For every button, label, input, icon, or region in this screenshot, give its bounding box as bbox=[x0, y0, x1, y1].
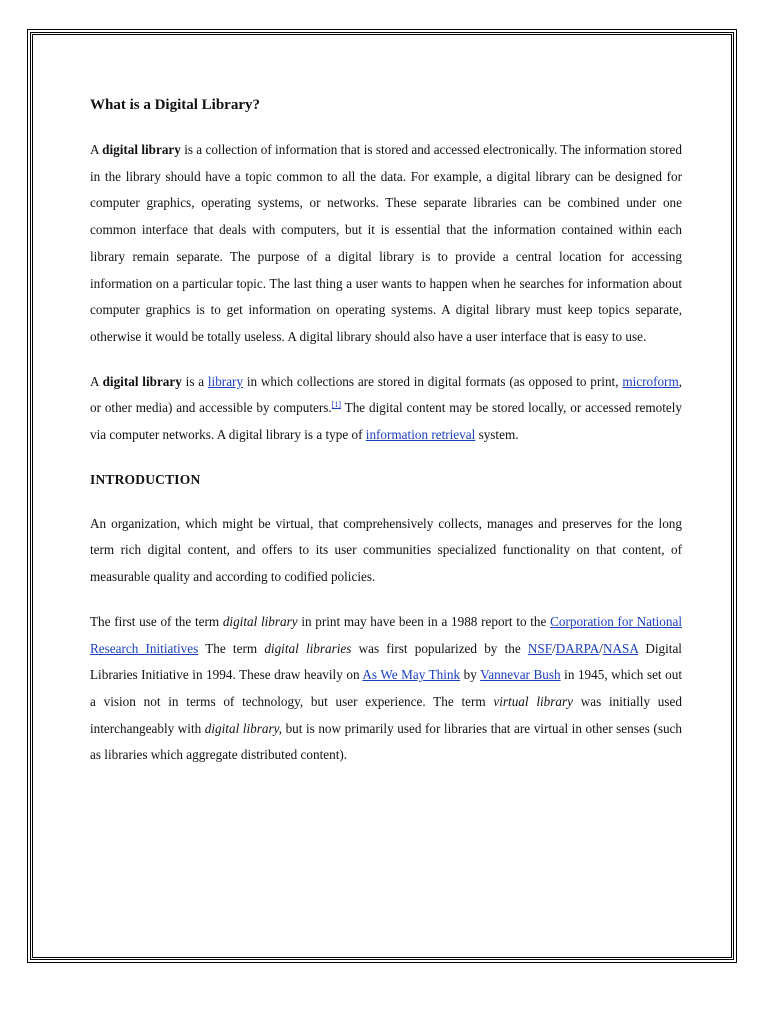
text: The first use of the term bbox=[90, 613, 223, 629]
italic-term: digital libraries bbox=[264, 640, 352, 656]
link-microform[interactable]: microform bbox=[622, 373, 679, 389]
text: Digital Libraries Initiative in 1994. These draw heavily on bbox=[90, 640, 682, 683]
text: A bbox=[90, 142, 103, 157]
page-title: What is a Digital Library? bbox=[90, 97, 261, 113]
paragraph-history bbox=[90, 609, 682, 769]
italic-term: digital library, bbox=[204, 720, 282, 736]
text: in print may have been in a 1988 report to the bbox=[297, 613, 551, 629]
link-nsf[interactable]: NSF bbox=[527, 640, 553, 656]
text: but is now primarily used for libraries that are virtual in other senses (such as libraries which aggregate distributed content). bbox=[90, 720, 682, 763]
text: was initially used interchangeably with bbox=[90, 693, 682, 736]
section-heading-introduction: INTRODUCTION bbox=[90, 471, 201, 487]
text: , or other media) and accessible by computers. bbox=[90, 373, 683, 416]
link-as-we-may-think[interactable]: As We May Think bbox=[362, 667, 461, 683]
paragraph-introduction: An organization, which might be virtual, that comprehensively collects, manages and preserves for the long term rich digital content, and offers to its user communities specialized functionality on that content, of measurable quality and according to codified policies. bbox=[90, 515, 682, 585]
document-body bbox=[90, 92, 682, 787]
bold-term: digital library bbox=[102, 373, 182, 389]
text: A bbox=[90, 373, 103, 389]
link-nasa[interactable]: NASA bbox=[602, 640, 639, 656]
text: / bbox=[599, 640, 603, 656]
text: is a bbox=[181, 373, 208, 389]
text: / bbox=[552, 640, 556, 656]
link-vannevar-bush[interactable]: Vannevar Bush bbox=[480, 667, 561, 683]
text: by bbox=[460, 667, 481, 683]
link-information-retrieval[interactable]: information retrieval bbox=[365, 427, 476, 443]
text: The term bbox=[198, 640, 265, 656]
link-cnri[interactable]: Corporation for National Research Initiatives bbox=[90, 613, 683, 656]
italic-term: digital library bbox=[222, 613, 298, 629]
text: is a collection of information that is stored and accessed electronically. The information stored in the library should have a topic common to all the data. For example, a digital library can be designed for computer graphics, operating systems, or networks. These separate libraries can be combined under one common interface that deals with computers, but it is essential that the information contained within each library remain separate. The purpose of a digital library is to provide a central location for accessing information on a particular topic. The last thing a user wants to happen when he searches for information about computer graphics is to get information on operating systems. A digital library must keep topics separate, otherwise it would be totally useless. A digital library should also have a user interface that is easy to use. bbox=[90, 142, 683, 344]
text: The digital content may be stored locally, or accessed remotely via computer networks. A digital library is a type of bbox=[90, 400, 682, 443]
bold-term: digital library bbox=[102, 142, 181, 157]
paragraph-definition-1 bbox=[90, 137, 682, 351]
italic-term: virtual library bbox=[493, 693, 573, 709]
link-reference-1[interactable]: [1] bbox=[331, 400, 342, 410]
text: was first popularized by the bbox=[351, 640, 528, 656]
link-library[interactable]: library bbox=[207, 373, 244, 389]
text: in 1945, which set out a vision not in terms of technology, but user experience. The term bbox=[90, 667, 682, 709]
paragraph-definition-2 bbox=[90, 369, 682, 449]
link-darpa[interactable]: DARPA bbox=[555, 640, 600, 656]
text: in which collections are stored in digital formats (as opposed to print, bbox=[243, 373, 623, 389]
text: system. bbox=[475, 427, 519, 443]
